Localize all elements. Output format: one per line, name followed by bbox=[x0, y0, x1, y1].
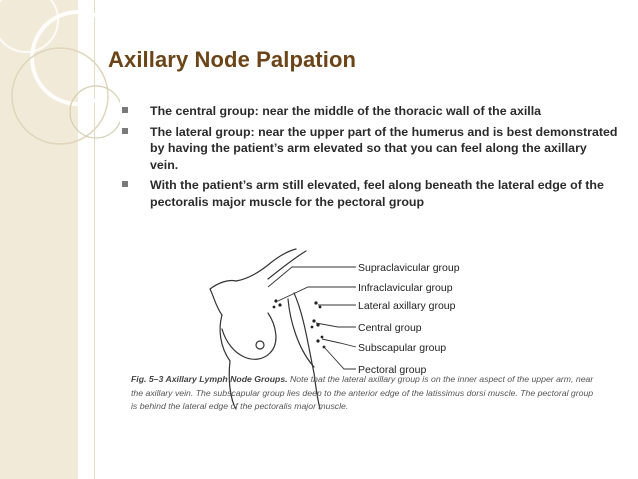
square-bullet-icon bbox=[122, 128, 128, 134]
bullet-text: With the patient’s arm still elevated, feel along beneath the lateral edge of the pectoralis major muscle for the pectoral group bbox=[150, 178, 604, 209]
bullet-text: The central group: near the middle of the thoracic wall of the axilla bbox=[150, 104, 542, 118]
label-infraclavicular-group: Infraclavicular group bbox=[358, 282, 453, 294]
figure-caption bbox=[131, 373, 601, 414]
caption-heading: Fig. 5–3 Axillary Lymph Node Groups. bbox=[131, 374, 288, 384]
square-bullet-icon bbox=[122, 181, 128, 187]
label-supraclavicular-group: Supraclavicular group bbox=[358, 262, 460, 274]
label-central-group: Central group bbox=[358, 322, 422, 334]
bullet-item bbox=[118, 177, 618, 210]
label-pectoral-group: Pectoral group bbox=[358, 364, 427, 376]
label-lateral-axillary-group: Lateral axillary group bbox=[358, 300, 456, 312]
square-bullet-icon bbox=[122, 107, 128, 113]
slide-title: Axillary Node Palpation bbox=[108, 47, 357, 72]
bullet-list bbox=[118, 103, 618, 214]
decorative-circles bbox=[0, 0, 120, 170]
bullet-item bbox=[118, 124, 618, 174]
bullet-text: The lateral group: near the upper part of the humerus and is best demonstrated by having the patient’s arm elevated so that you can feel along the axillary vein. bbox=[150, 124, 618, 172]
label-subscapular-group: Subscapular group bbox=[358, 342, 447, 354]
bullet-item bbox=[118, 103, 618, 120]
caption-text: Note that the lateral axillary group is on the inner aspect of the upper arm, near the axillary vein. The subscapular group lies deep to the anterior edge of the latissimus dorsi muscle. The pectoral group is behind the lateral edge of the pectoralis major muscle. bbox=[131, 374, 594, 411]
leader-lines bbox=[268, 267, 356, 369]
